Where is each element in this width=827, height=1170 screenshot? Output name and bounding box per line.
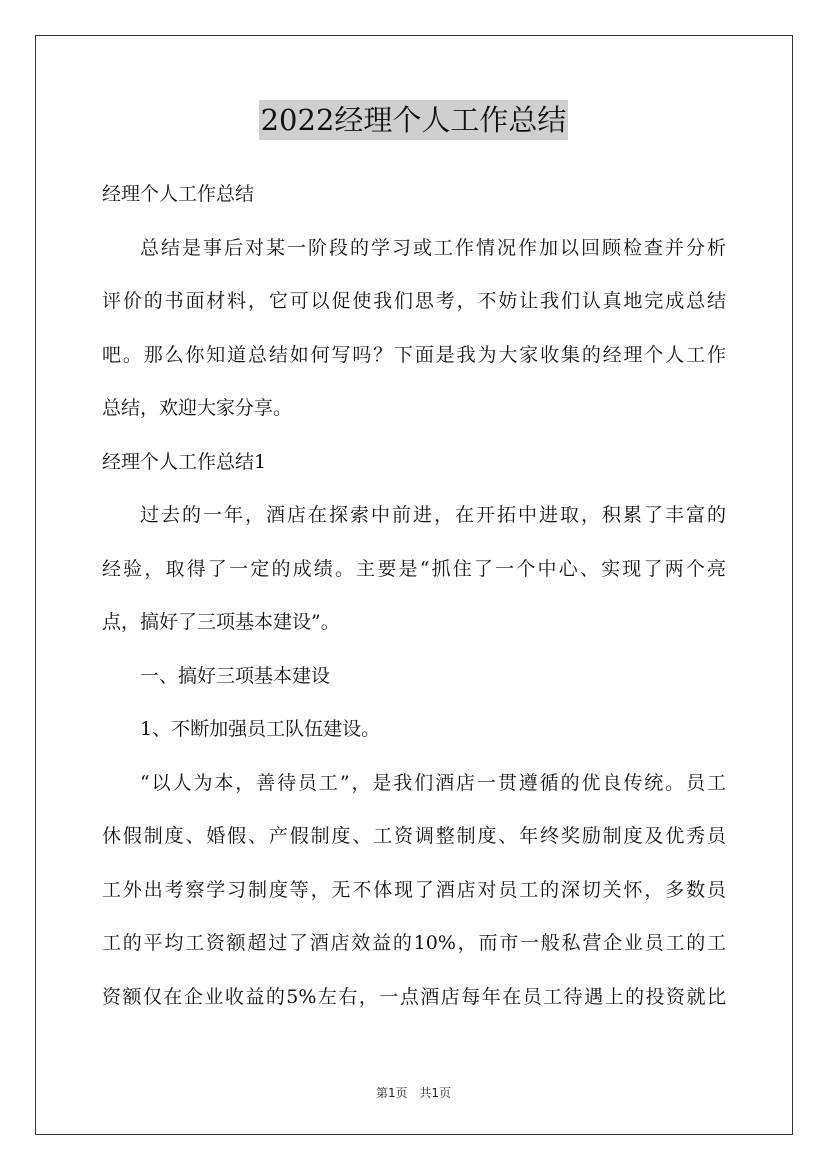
text-line: 一、搞好三项基本建设 [140, 664, 331, 687]
text-line: 过去的一年，酒店在探索中前进，在开拓中进取，积累了丰富的 [140, 504, 726, 526]
document-title: 2022经理个人工作总结 [259, 100, 569, 140]
text-line: 经理个人工作总结1 [102, 450, 267, 473]
text-line: 吧。那么你知道总结如何写吗？下面是我为大家收集的经理个人工作 [102, 343, 726, 366]
page-number: 第1页 [375, 1086, 408, 1100]
text-line: 总结是事后对某一阶段的学习或工作情况作加以回顾检查并分析 [140, 236, 726, 259]
text-line: 总结，欢迎大家分享。 [102, 397, 293, 419]
text-line: 工的平均工资额超过了酒店效益的10%，而市一般私营企业员工的工 [102, 932, 726, 954]
text-line: 1、不断加强员工队伍建设。 [140, 718, 381, 740]
text-line: 资额仅在企业收益的5%左右，一点酒店每年在员工待遇上的投资就比 [102, 985, 726, 1008]
document-body [102, 168, 726, 1024]
text-line: 评价的书面材料，它可以促使我们思考，不妨让我们认真地完成总结 [102, 290, 726, 312]
text-line: 休假制度、婚假、产假制度、工资调整制度、年终奖励制度及优秀员 [102, 825, 726, 847]
text-line: 工外出考察学习制度等，无不体现了酒店对员工的深切关怀，多数员 [102, 878, 726, 901]
text-line: 经验，取得了一定的成绩。主要是“抓住了一个中心、实现了两个亮 [102, 557, 726, 580]
text-line: 点，搞好了三项基本建设”。 [102, 611, 340, 633]
text-line: “以人为本，善待员工”，是我们酒店一贯遵循的优良传统。员工 [140, 771, 726, 794]
title-container [0, 100, 827, 140]
text-line: 经理个人工作总结 [102, 183, 255, 205]
page-footer [0, 1084, 827, 1101]
page-total: 共1页 [419, 1086, 452, 1100]
